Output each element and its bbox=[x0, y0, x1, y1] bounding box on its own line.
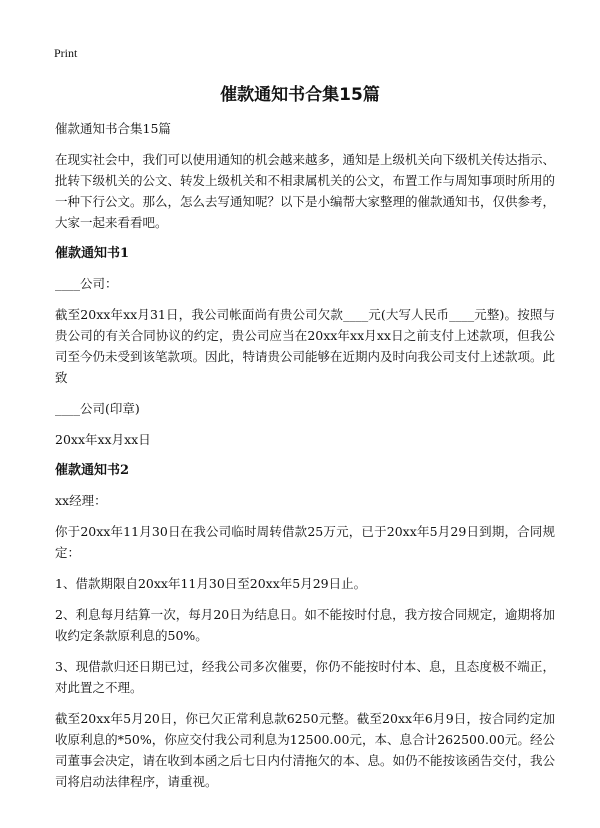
section-1-date: 20xx年xx月xx日 bbox=[55, 432, 151, 447]
section-1-body: 截至20xx年xx月31日，我公司帐面尚有贵公司欠款____元(大写人民币____元整)。按照与贵公司的有关合同协议的约定，贵公司应当在20xx年xx月xx日之前支付上述款项，但我公司至今仍未受到该笔款项。因此，特请贵公司能够在近期内及时向我公司支付上述款项。此致 bbox=[55, 307, 556, 385]
section-1-salutation: ____公司： bbox=[55, 276, 118, 291]
section-2-paragraph-2: 1、借款期限自20xx年11月30日至20xx年5月29日止。 bbox=[55, 576, 367, 591]
print-label: Print bbox=[54, 46, 78, 60]
page-title: 催款通知书合集15篇 bbox=[220, 85, 380, 105]
section-2-paragraph-3: 2、利息每月结算一次，每月20日为结息日。如不能按时付息，我方按合同规定，逾期将加收约定条款原利息的50%。 bbox=[55, 607, 555, 643]
section-2-heading: 催款通知书2 bbox=[55, 463, 130, 478]
document-body bbox=[55, 118, 555, 802]
section-2-paragraph-4: 3、现借款归还日期已过，经我公司多次催要，你仍不能按时付本、息，且态度极不端正，对此置之不理。 bbox=[55, 659, 555, 695]
section-2-paragraph-1: 你于20xx年11月30日在我公司临时周转借款25万元，已于20xx年5月29日到期，合同规定： bbox=[55, 524, 555, 560]
section-1-signature: ____公司(印章) bbox=[55, 401, 140, 416]
intro-paragraph: 在现实社会中，我们可以使用通知的机会越来越多，通知是上级机关向下级机关传达指示、批转下级机关的公文、转发上级机关和不相隶属机关的公文，布置工作与周知事项时所用的一种下行公文。那么，怎么去写通知呢？以下是小编帮大家整理的催款通知书，仅供参考，大家一起来看看吧。 bbox=[55, 152, 556, 230]
section-2-salutation: xx经理： bbox=[55, 493, 107, 508]
section-1-heading: 催款通知书1 bbox=[55, 246, 130, 261]
document-subtitle: 催款通知书合集15篇 bbox=[55, 121, 171, 136]
section-2-paragraph-5: 截至20xx年5月20日，你已欠正常利息款6250元整。截至20xx年6月9日，按合同约定加收原利息的*50%，你应交付我公司利息为12500.00元，本、息合计262500.00元。经公司董事会决定，请在收到本函之后七日内付清拖欠的本、息。如仍不能按该函告交付，我公司将启动法律程序，请重视。 bbox=[55, 711, 556, 789]
